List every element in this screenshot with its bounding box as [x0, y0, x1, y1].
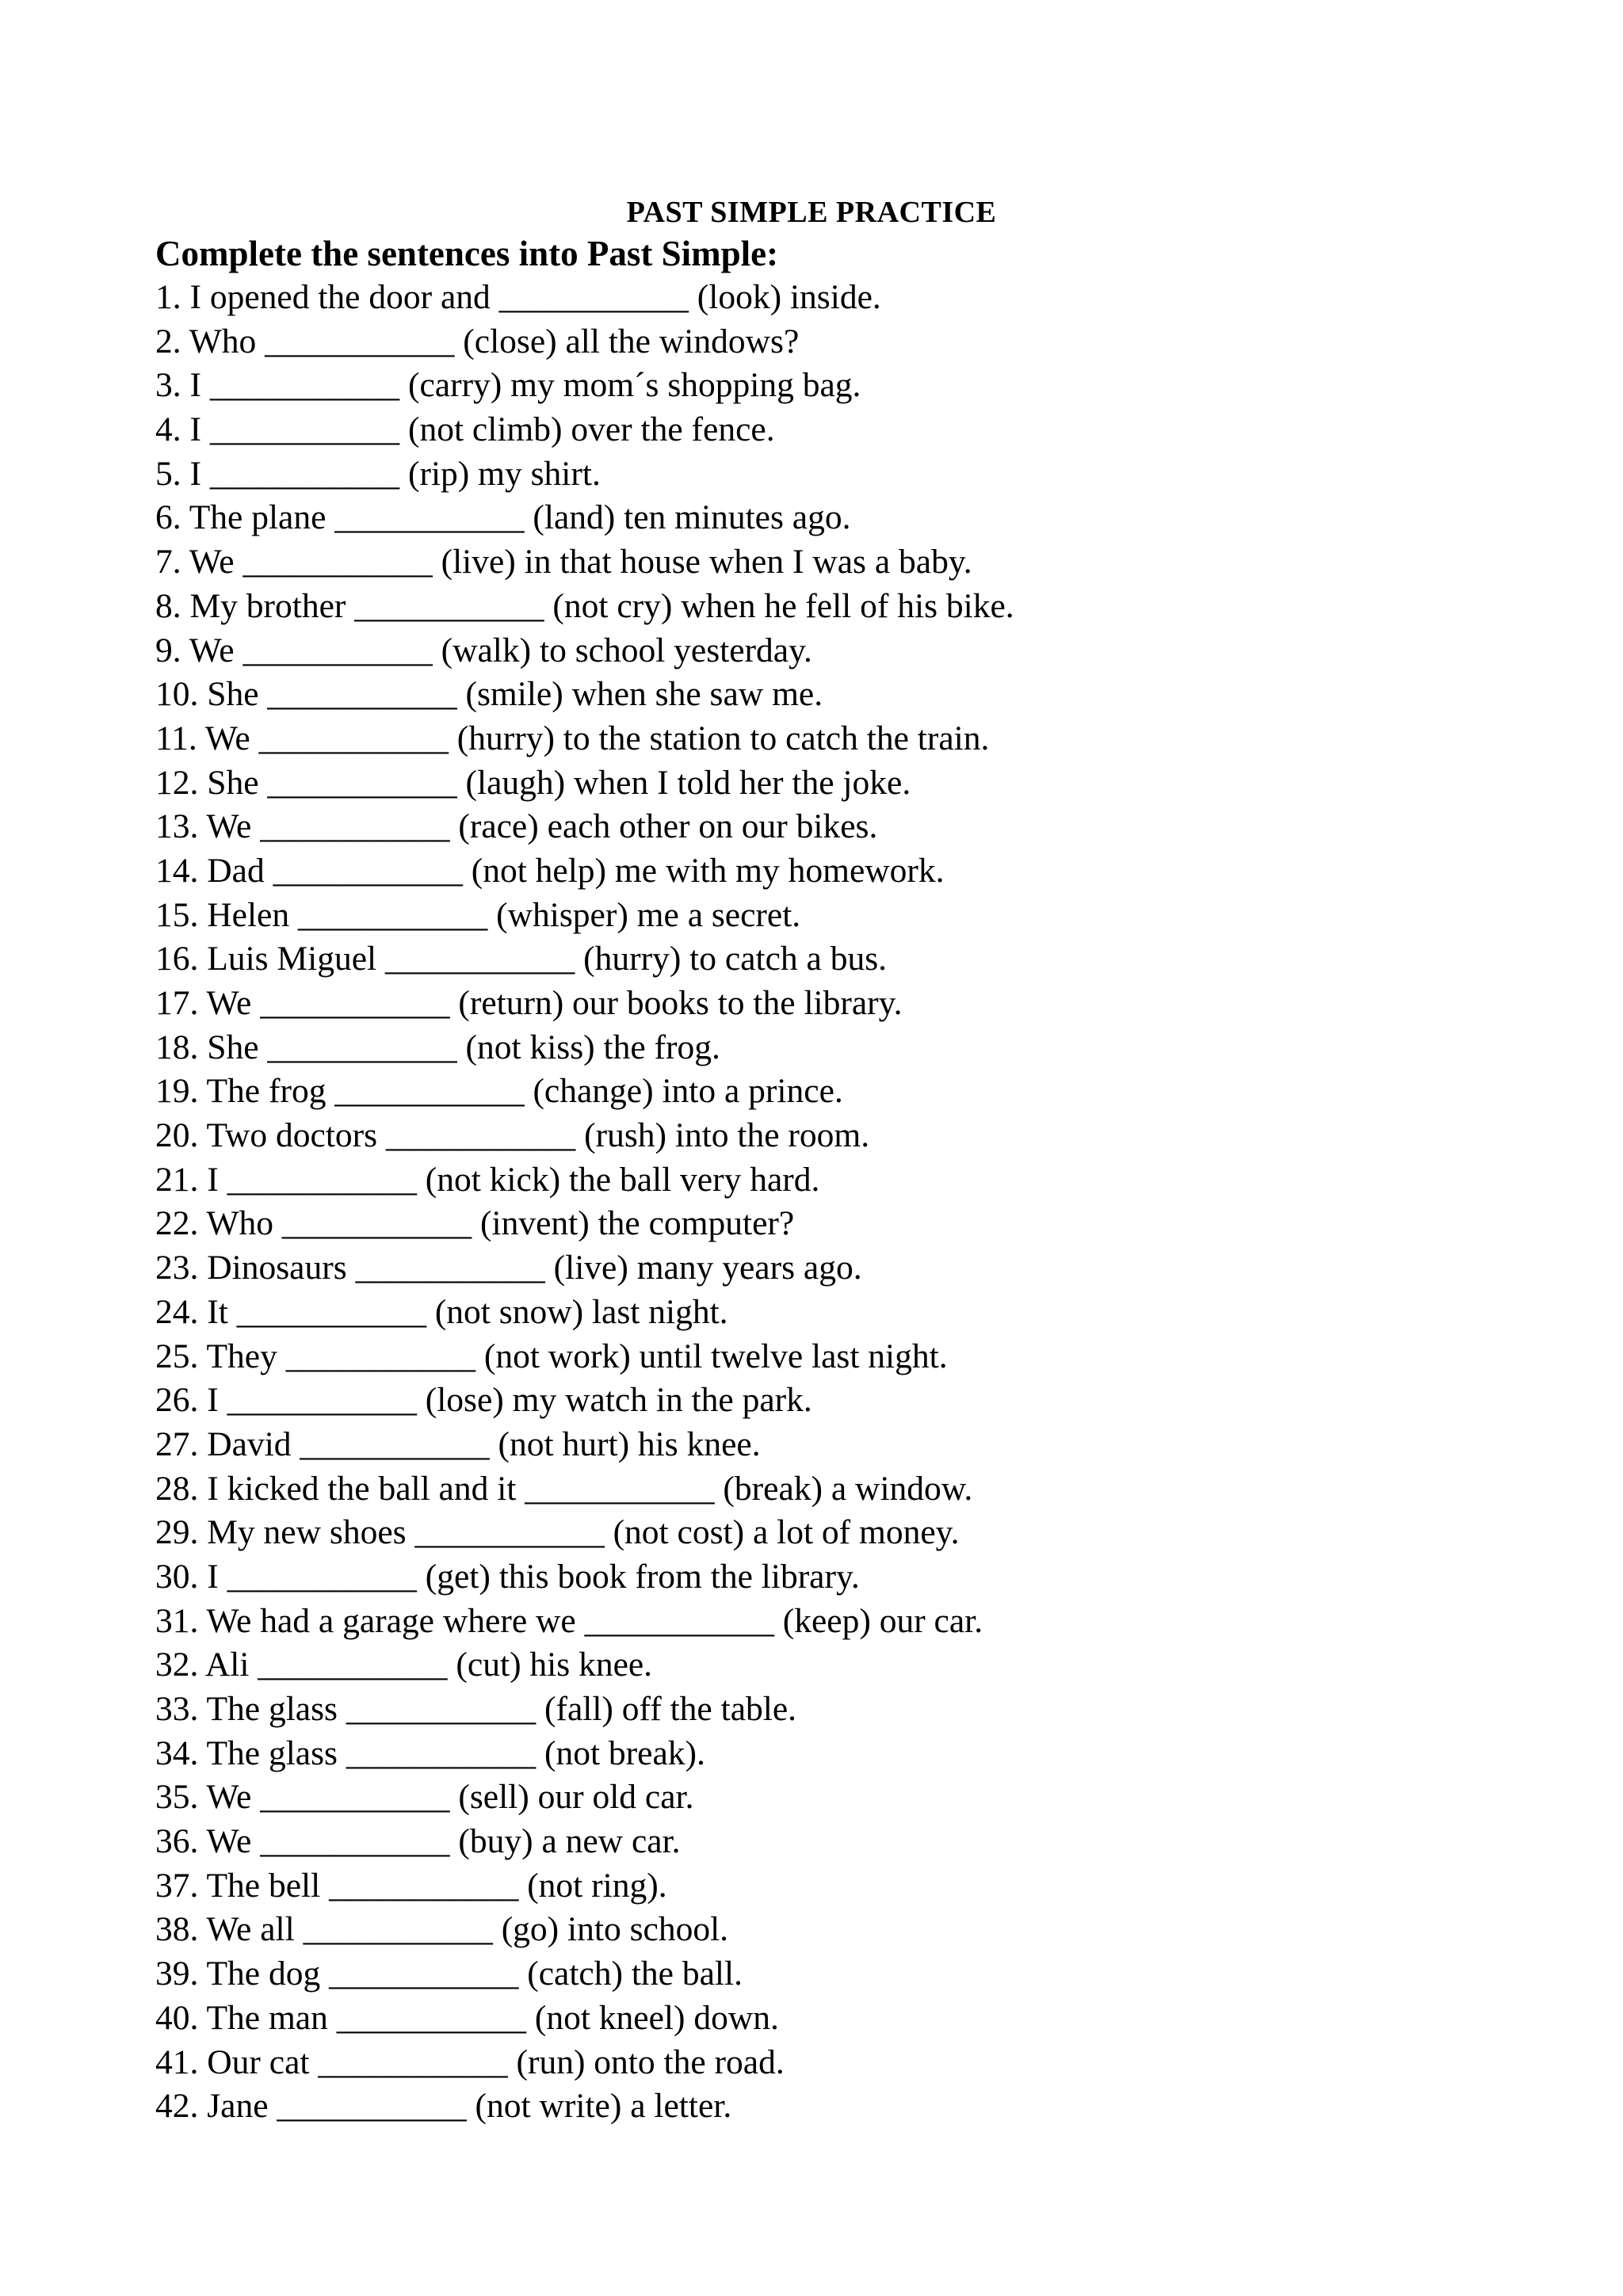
exercise-item: 6. The plane ___________ (land) ten minutes ago.: [155, 498, 851, 537]
exercise-item: 22. Who ___________ (invent) the computer?: [155, 1204, 795, 1243]
exercise-list: [155, 276, 1014, 2129]
exercise-item: 24. It ___________ (not snow) last night.: [155, 1292, 728, 1331]
exercise-item: 8. My brother ___________ (not cry) when he fell of his bike.: [155, 586, 1014, 625]
exercise-item: 34. The glass ___________ (not break).: [155, 1733, 705, 1772]
exercise-item: 11. We ___________ (hurry) to the station to catch the train.: [155, 719, 990, 757]
exercise-item: 33. The glass ___________ (fall) off the table.: [155, 1690, 797, 1728]
worksheet-title: PAST SIMPLE PRACTICE: [626, 196, 997, 229]
exercise-item: 39. The dog ___________ (catch) the ball.: [155, 1955, 743, 1993]
exercise-item: 30. I ___________ (get) this book from the library.: [155, 1557, 860, 1596]
exercise-item: 5. I ___________ (rip) my shirt.: [155, 454, 601, 493]
exercise-item: 18. She ___________ (not kiss) the frog.: [155, 1028, 720, 1066]
exercise-item: 27. David ___________ (not hurt) his knee.: [155, 1425, 761, 1463]
exercise-item: 32. Ali ___________ (cut) his knee.: [155, 1646, 653, 1684]
exercise-item: 38. We all ___________ (go) into school.: [155, 1910, 729, 1949]
exercise-item: 21. I ___________ (not kick) the ball very hard.: [155, 1160, 820, 1199]
exercise-item: 37. The bell ___________ (not ring).: [155, 1866, 667, 1905]
exercise-item: 10. She ___________ (smile) when she saw me.: [155, 675, 823, 714]
exercise-item: 16. Luis Miguel ___________ (hurry) to catch a bus.: [155, 940, 888, 978]
exercise-item: 3. I ___________ (carry) my mom´s shopping bag.: [155, 366, 861, 405]
exercise-item: 15. Helen ___________ (whisper) me a secret.: [155, 895, 801, 934]
exercise-item: 9. We ___________ (walk) to school yesterday.: [155, 631, 812, 669]
exercise-item: 31. We had a garage where we ___________ (keep) our car.: [155, 1601, 983, 1640]
exercise-item: 19. The frog ___________ (change) into a prince.: [155, 1072, 843, 1111]
exercise-item: 26. I ___________ (lose) my watch in the park.: [155, 1381, 812, 1420]
exercise-item: 28. I kicked the ball and it ___________ (break) a window.: [155, 1469, 973, 1508]
exercise-item: 35. We ___________ (sell) our old car.: [155, 1778, 694, 1817]
exercise-item: 40. The man ___________ (not kneel) down.: [155, 1998, 779, 2037]
exercise-item: 4. I ___________ (not climb) over the fence.: [155, 410, 775, 449]
exercise-item: 13. We ___________ (race) each other on our bikes.: [155, 807, 878, 846]
exercise-item: 20. Two doctors ___________ (rush) into the room.: [155, 1116, 870, 1155]
exercise-item: 42. Jane ___________ (not write) a letter.: [155, 2087, 732, 2126]
exercise-item: 7. We ___________ (live) in that house when I was a baby.: [155, 543, 972, 582]
exercise-item: 1. I opened the door and ___________ (look) inside.: [155, 278, 881, 316]
exercise-item: 2. Who ___________ (close) all the windows?: [155, 322, 800, 360]
exercise-item: 29. My new shoes ___________ (not cost) a lot of money.: [155, 1513, 960, 1552]
exercise-item: 25. They ___________ (not work) until twelve last night.: [155, 1337, 948, 1375]
worksheet-instruction: Complete the sentences into Past Simple:: [155, 234, 779, 273]
exercise-item: 17. We ___________ (return) our books to the library.: [155, 984, 903, 1022]
exercise-item: 41. Our cat ___________ (run) onto the road.: [155, 2042, 785, 2081]
exercise-item: 14. Dad ___________ (not help) me with my homework.: [155, 851, 945, 890]
exercise-item: 36. We ___________ (buy) a new car.: [155, 1822, 681, 1861]
exercise-item: 12. She ___________ (laugh) when I told her the joke.: [155, 763, 911, 802]
exercise-item: 23. Dinosaurs ___________ (live) many years ago.: [155, 1249, 862, 1287]
